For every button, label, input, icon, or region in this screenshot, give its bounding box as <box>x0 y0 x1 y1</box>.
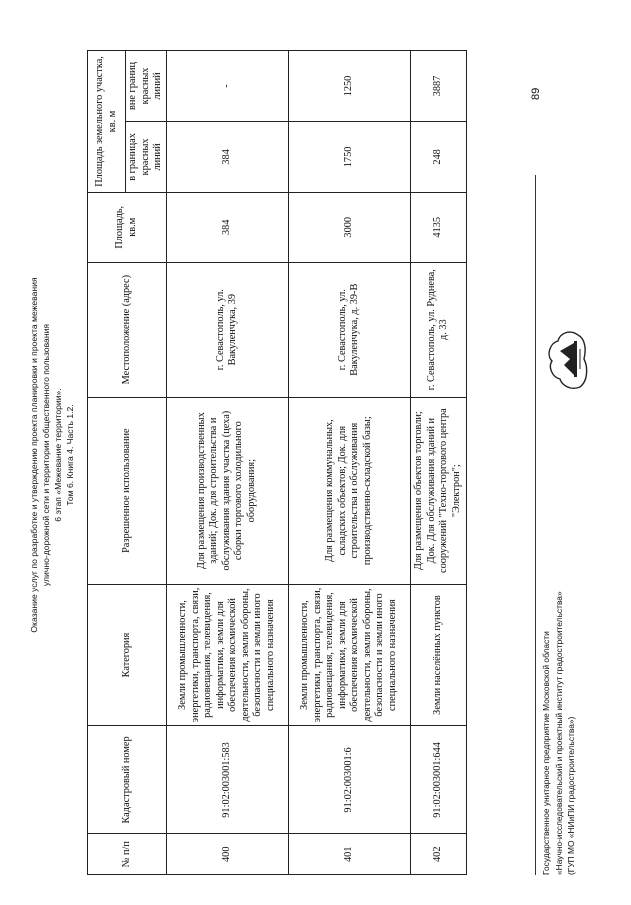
row-category: Земли промышленности, энергетики, транспорта, связи, радиовещания, телевидения, информатики, земли для обеспечения космической деятельности, земли обороны, безопасности и земли иного специального назначения <box>166 584 288 726</box>
header-num: № п/п <box>88 834 167 875</box>
row-category: Земли населённых пунктов <box>410 584 466 726</box>
row-inside: 248 <box>410 121 466 192</box>
row-num: 401 <box>288 834 410 875</box>
row-inside: 1750 <box>288 121 410 192</box>
row-permitted-use: Для размещения производственных зданий; Док. для строительства и обслуживания здания участка (цеха) сборки торгового холодильного оборудования; <box>166 397 288 584</box>
row-outside: 3887 <box>410 51 466 122</box>
page-number: 89 <box>530 87 542 100</box>
document-header <box>28 165 76 745</box>
header-category: Категория <box>88 584 167 726</box>
row-permitted-use: Для размещения объектов торговли; Док. Для обслуживания зданий и сооружений "Технo-торгового центра "Электрон"; <box>410 397 466 584</box>
row-area: 4135 <box>410 192 466 262</box>
header-area: Площадь, кв.м <box>88 192 167 262</box>
institute-logo-icon <box>540 325 592 395</box>
row-cadastral: 91:02:003001:6 <box>288 726 410 834</box>
row-location: г. Севастополь, ул. Руднева, д. 33 <box>410 262 466 397</box>
header-line-4: Том 6. Книга 4. Часть 1.2. <box>65 404 75 506</box>
header-land-area-group: Площадь земельного участка, кв. м <box>88 51 126 193</box>
row-area: 3000 <box>288 192 410 262</box>
row-location: г. Севастополь, ул. Вакуленчука, 39 <box>166 262 288 397</box>
row-permitted-use: Для размещения коммунальных, складских объектов; Док. для строительства и обслуживания производственно-складской базы; <box>288 397 410 584</box>
footer-line-3: (ГУП МО «НИиПИ градостроительства») <box>566 716 576 875</box>
footer-line-2: «Научно-исследовательский и проектный институт градостроительства» <box>553 591 564 875</box>
header-line-3: 6 этап «Межевание территории». <box>53 388 63 522</box>
table-row <box>166 51 288 875</box>
footer-line-1: Государственное унитарное предприятие Московской области <box>541 631 551 875</box>
header-line-2: улично-дорожной сети и территории общественного пользования <box>41 323 51 587</box>
header-inside-red-lines: в границах красных линий <box>126 121 167 192</box>
row-outside: - <box>166 51 288 122</box>
row-location: г. Севастополь, ул. Вакуленчука, д. 39-В <box>288 262 410 397</box>
header-location: Местоположение (адрес) <box>88 262 167 397</box>
footer-divider <box>535 175 536 875</box>
row-num: 402 <box>410 834 466 875</box>
table-row <box>288 51 410 875</box>
table-row <box>410 51 466 875</box>
header-outside-red-lines: вне границ красных линий <box>126 51 167 122</box>
row-inside: 384 <box>166 121 288 192</box>
header-cadastral: Кадастровый номер <box>88 726 167 834</box>
row-num: 400 <box>166 834 288 875</box>
header-permitted-use: Разрешенное использование <box>88 397 167 584</box>
row-cadastral: 91:02:003001:644 <box>410 726 466 834</box>
land-plots-table <box>87 50 467 875</box>
organization-footer <box>540 445 578 875</box>
row-outside: 1250 <box>288 51 410 122</box>
row-cadastral: 91:02:003001:583 <box>166 726 288 834</box>
row-area: 384 <box>166 192 288 262</box>
header-line-1: Оказание услуг по разработке и утверждению проекта планировки и проекта межевания <box>29 277 39 633</box>
row-category: Земли промышленности, энергетики, транспорта, связи, радиовещания, телевидения, информатики, земли для обеспечения космической деятельности, земли обороны, безопасности и земли иного специального назначения <box>288 584 410 726</box>
